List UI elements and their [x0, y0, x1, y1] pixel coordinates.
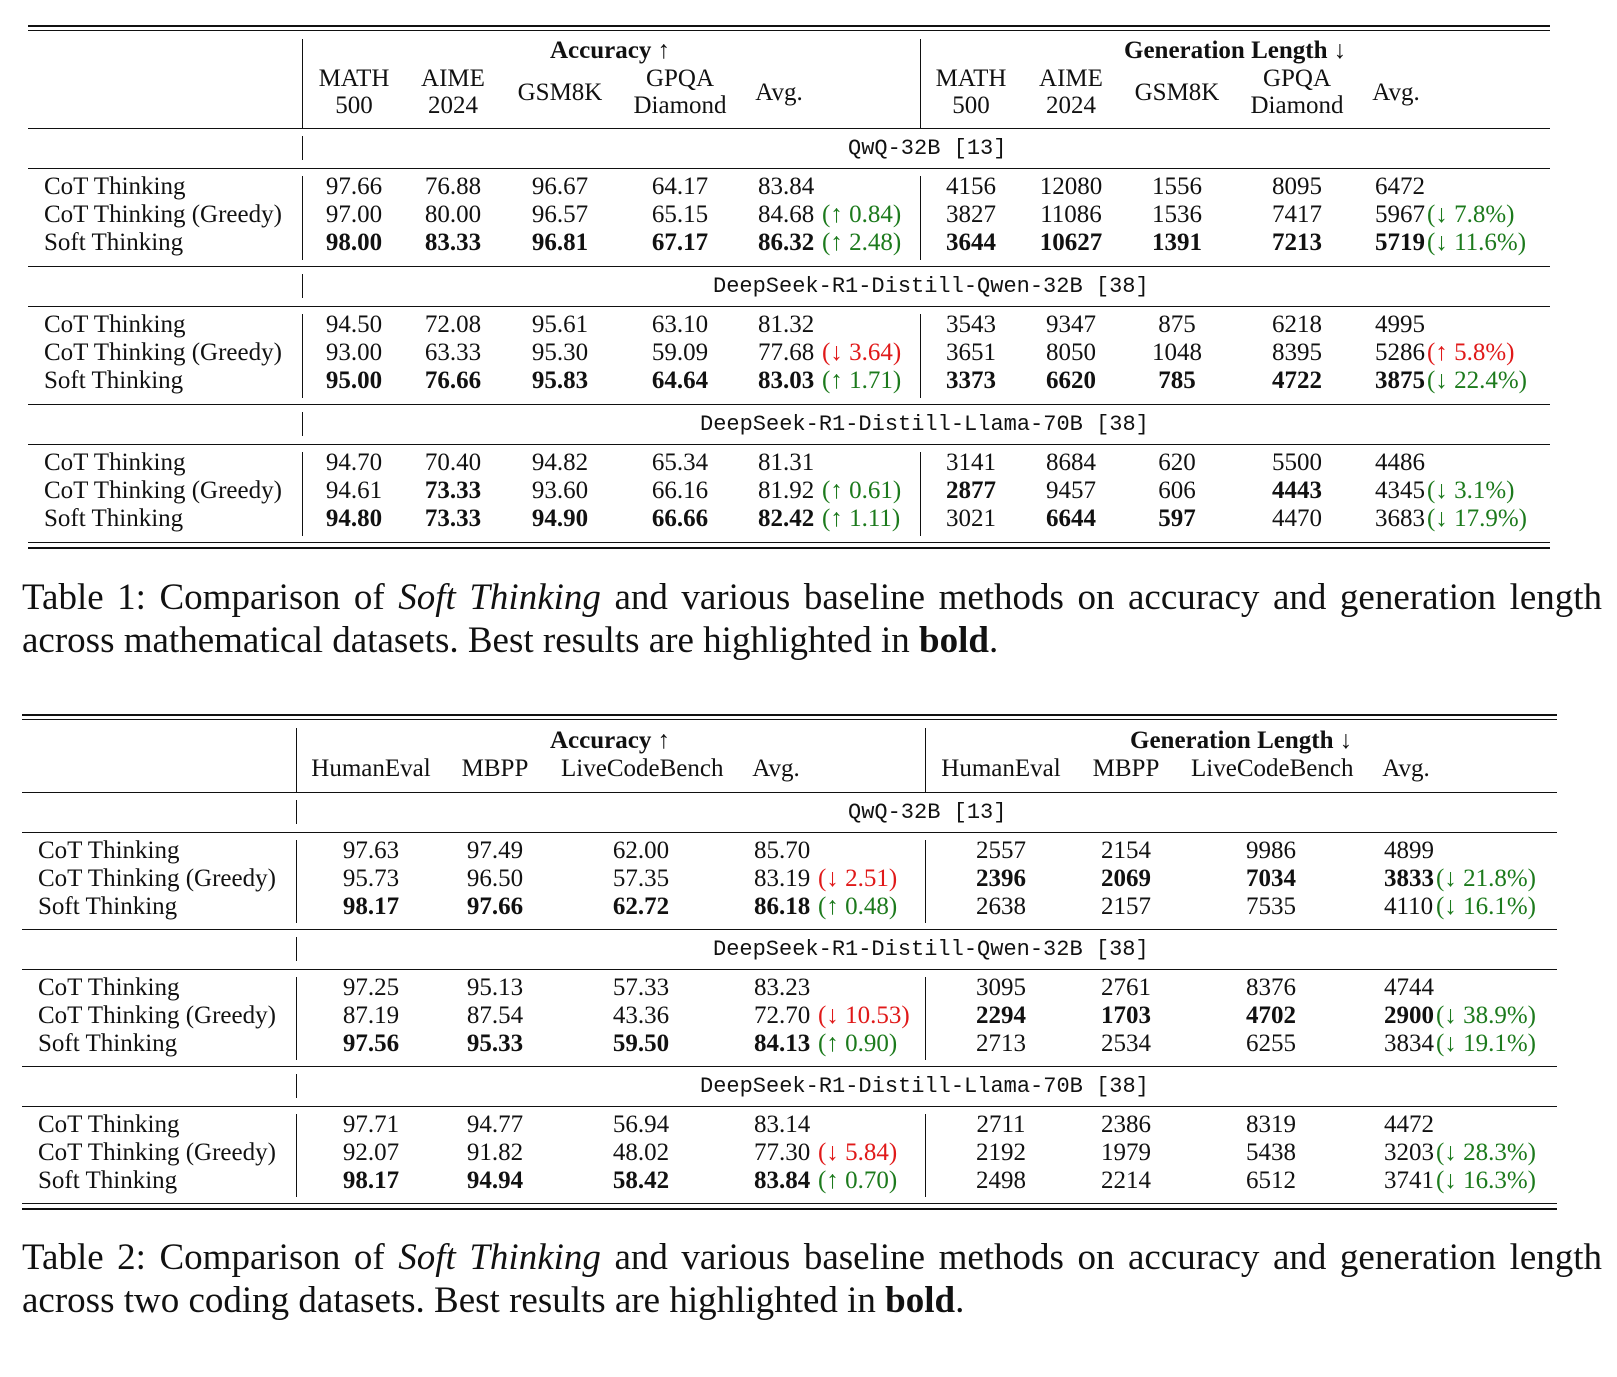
length-value: 2534	[1101, 1030, 1151, 1057]
length-value: 875	[1158, 311, 1196, 338]
length-value: 3203	[1384, 1139, 1434, 1166]
length-value: 2498	[976, 1167, 1026, 1194]
length-value: 8395	[1272, 339, 1322, 366]
accuracy-value: 96.57	[531, 201, 589, 228]
accuracy-value: 83.33	[424, 229, 482, 256]
accuracy-header: Accuracy ↑	[550, 727, 671, 754]
delta-value: (↓ 11.6%)	[1427, 229, 1527, 256]
caption-italic: Soft Thinking	[398, 1237, 601, 1278]
accuracy-value: 94.94	[466, 1167, 524, 1194]
model-name: DeepSeek-R1-Distill-Llama-70B [38]	[700, 412, 1149, 437]
accuracy-value: 80.00	[424, 201, 482, 228]
column-divider	[925, 840, 926, 923]
accuracy-value: 65.34	[651, 449, 709, 476]
accuracy-value: 96.81	[531, 229, 589, 256]
accuracy-value: 66.16	[651, 477, 709, 504]
length-value: 6255	[1246, 1030, 1296, 1057]
accuracy-value: 84.13	[754, 1030, 811, 1057]
bottom-rule	[22, 1208, 1557, 1210]
accuracy-value: 72.70	[754, 1002, 811, 1029]
method-label: CoT Thinking	[44, 173, 186, 200]
length-value: 4345	[1375, 477, 1425, 504]
accuracy-header: Accuracy ↑	[550, 37, 671, 64]
length-value: 5500	[1272, 449, 1322, 476]
accuracy-value: 92.07	[342, 1139, 400, 1166]
length-value: 785	[1158, 367, 1196, 394]
length-value: 8684	[1046, 449, 1096, 476]
length-value: 7034	[1246, 865, 1296, 892]
length-value: 2711	[976, 1111, 1026, 1138]
length-value: 6218	[1272, 311, 1322, 338]
delta-value: (↓ 7.8%)	[1427, 201, 1515, 228]
accuracy-value: 95.00	[325, 367, 383, 394]
length-value: 12080	[1039, 173, 1103, 200]
length-value: 7417	[1272, 201, 1322, 228]
accuracy-value: 82.42	[758, 505, 815, 532]
caption-italic: Soft Thinking	[398, 577, 601, 618]
column-divider	[296, 1074, 297, 1098]
length-value: 3021	[946, 505, 996, 532]
column-header-line: 500	[952, 92, 990, 119]
accuracy-value: 94.61	[325, 477, 383, 504]
length-value: 3827	[946, 201, 996, 228]
column-divider	[296, 937, 297, 961]
length-value: 1391	[1152, 229, 1202, 256]
accuracy-value: 85.70	[754, 837, 811, 864]
accuracy-value: 97.00	[325, 201, 383, 228]
delta-value: (↓ 17.9%)	[1427, 505, 1527, 532]
accuracy-value: 94.90	[531, 505, 589, 532]
length-value: 3373	[946, 367, 996, 394]
length-value: 7213	[1272, 229, 1322, 256]
model-name: DeepSeek-R1-Distill-Qwen-32B [38]	[713, 274, 1149, 299]
delta-value: (↓ 38.9%)	[1436, 1002, 1536, 1029]
accuracy-value: 83.14	[754, 1111, 811, 1138]
column-divider	[296, 800, 297, 824]
accuracy-value: 63.33	[424, 339, 482, 366]
method-label: CoT Thinking	[44, 449, 186, 476]
length-value: 6644	[1046, 505, 1096, 532]
section-rule	[22, 1106, 1557, 1107]
length-value: 4899	[1384, 837, 1434, 864]
length-value: 4722	[1272, 367, 1322, 394]
caption-text: Comparison of	[159, 1237, 385, 1278]
accuracy-value: 83.84	[754, 1167, 811, 1194]
accuracy-value: 95.13	[466, 974, 524, 1001]
accuracy-value: 70.40	[424, 449, 482, 476]
length-value: 3833	[1384, 865, 1434, 892]
length-value: 1048	[1152, 339, 1202, 366]
column-header-line: Avg.	[1382, 755, 1430, 782]
accuracy-value: 97.66	[325, 173, 383, 200]
column-header-line: GSM8K	[1134, 79, 1220, 106]
method-label: Soft Thinking	[44, 229, 184, 256]
length-value: 2157	[1101, 893, 1151, 920]
length-value: 6620	[1046, 367, 1096, 394]
length-value: 8319	[1246, 1111, 1296, 1138]
accuracy-value: 77.68	[758, 339, 815, 366]
method-label: CoT Thinking	[38, 837, 180, 864]
accuracy-value: 64.17	[651, 173, 709, 200]
table-1-caption	[22, 576, 1602, 662]
accuracy-value: 77.30	[754, 1139, 811, 1166]
method-label: Soft Thinking	[38, 1030, 178, 1057]
length-value: 4486	[1375, 449, 1425, 476]
method-label: CoT Thinking (Greedy)	[44, 201, 282, 228]
method-label: CoT Thinking (Greedy)	[44, 339, 282, 366]
column-header-line: Avg.	[755, 79, 803, 106]
length-value: 2154	[1101, 837, 1151, 864]
length-value: 3651	[946, 339, 996, 366]
delta-value: (↓ 16.1%)	[1436, 893, 1536, 920]
length-value: 5719	[1375, 229, 1425, 256]
method-label: CoT Thinking (Greedy)	[44, 477, 282, 504]
accuracy-value: 56.94	[612, 1111, 670, 1138]
length-value: 6512	[1246, 1167, 1296, 1194]
column-divider	[296, 728, 297, 792]
header-rule	[22, 792, 1557, 793]
length-value: 2069	[1101, 865, 1151, 892]
accuracy-value: 84.68	[758, 201, 815, 228]
accuracy-value: 43.36	[612, 1002, 670, 1029]
column-header-line: MATH	[318, 65, 390, 92]
length-value: 3834	[1384, 1030, 1434, 1057]
accuracy-value: 95.73	[342, 865, 400, 892]
accuracy-value: 87.54	[466, 1002, 524, 1029]
accuracy-value: 76.66	[424, 367, 482, 394]
section-rule	[22, 969, 1557, 970]
length-value: 1703	[1101, 1002, 1151, 1029]
length-value: 10627	[1039, 229, 1103, 256]
delta-value: (↓ 2.51)	[818, 865, 898, 892]
accuracy-value: 87.19	[342, 1002, 400, 1029]
accuracy-value: 93.60	[531, 477, 589, 504]
column-header-line: 2024	[428, 92, 478, 119]
length-value: 2214	[1101, 1167, 1151, 1194]
column-header-line: 500	[335, 92, 373, 119]
length-value: 4470	[1272, 505, 1322, 532]
caption-bold: bold	[919, 620, 989, 661]
accuracy-value: 63.10	[651, 311, 709, 338]
column-header-line: LiveCodeBench	[1191, 755, 1354, 782]
length-value: 3644	[946, 229, 996, 256]
bottom-rule	[22, 1203, 1557, 1204]
column-header	[415, 755, 575, 782]
accuracy-value: 95.61	[531, 311, 589, 338]
length-value: 4110	[1384, 893, 1434, 920]
accuracy-value: 97.49	[466, 837, 524, 864]
accuracy-value: 81.31	[758, 449, 815, 476]
length-value: 1536	[1152, 201, 1202, 228]
accuracy-value: 81.92	[758, 477, 815, 504]
length-value: 9457	[1046, 477, 1096, 504]
length-value: 2396	[976, 865, 1026, 892]
accuracy-value: 59.50	[612, 1030, 670, 1057]
length-value: 9986	[1246, 837, 1296, 864]
accuracy-value: 97.25	[342, 974, 400, 1001]
method-label: Soft Thinking	[44, 367, 184, 394]
column-header-line: MATH	[935, 65, 1007, 92]
column-divider	[296, 840, 297, 923]
accuracy-value: 94.50	[325, 311, 383, 338]
length-value: 6472	[1375, 173, 1425, 200]
length-value: 7535	[1246, 893, 1296, 920]
column-header-line: GPQA	[1262, 65, 1332, 92]
length-value: 3875	[1375, 367, 1425, 394]
caption-text: and various baseline methods on accuracy and generation length across mathematical datasets. Best results are highlighted in	[22, 577, 1603, 661]
accuracy-value: 95.33	[466, 1030, 524, 1057]
column-header-line: Diamond	[1250, 92, 1344, 119]
caption-text: Comparison of	[159, 577, 385, 618]
accuracy-value: 65.15	[651, 201, 709, 228]
accuracy-value: 95.83	[531, 367, 589, 394]
accuracy-value: 64.64	[651, 367, 709, 394]
length-value: 2192	[976, 1139, 1026, 1166]
section-rule	[22, 1066, 1557, 1067]
length-value: 2557	[976, 837, 1026, 864]
column-header-line: MBPP	[1092, 755, 1160, 782]
length-value: 2900	[1384, 1002, 1434, 1029]
accuracy-value: 96.67	[531, 173, 589, 200]
length-value: 1979	[1101, 1139, 1151, 1166]
accuracy-value: 94.77	[466, 1111, 524, 1138]
column-header-line: Avg.	[1372, 79, 1420, 106]
method-label: CoT Thinking	[38, 1111, 180, 1138]
accuracy-value: 86.18	[754, 893, 811, 920]
model-name: DeepSeek-R1-Distill-Qwen-32B [38]	[713, 937, 1149, 962]
length-value: 3741	[1384, 1167, 1434, 1194]
accuracy-value: 94.82	[531, 449, 589, 476]
length-value: 3683	[1375, 505, 1425, 532]
delta-value: (↓ 3.1%)	[1427, 477, 1515, 504]
accuracy-value: 72.08	[424, 311, 482, 338]
accuracy-value: 93.00	[325, 339, 383, 366]
column-divider	[296, 977, 297, 1060]
length-value: 2877	[946, 477, 996, 504]
accuracy-value: 57.35	[612, 865, 670, 892]
column-header-line: LiveCodeBench	[561, 755, 724, 782]
length-value: 8376	[1246, 974, 1296, 1001]
column-header-line: AIME	[421, 65, 485, 92]
caption-text: and various baseline methods on accuracy and generation length across two coding datasets. Best results are highlighted in	[22, 1237, 1603, 1321]
column-header-line: GPQA	[645, 65, 715, 92]
accuracy-value: 83.84	[758, 173, 815, 200]
model-name: QwQ-32B [13]	[848, 800, 1007, 825]
delta-value: (↓ 28.3%)	[1436, 1139, 1536, 1166]
section-rule	[22, 832, 1557, 833]
accuracy-value: 83.23	[754, 974, 811, 1001]
accuracy-value: 98.17	[342, 893, 400, 920]
column-header-line: AIME	[1039, 65, 1103, 92]
caption-label: Table 2:	[22, 1237, 146, 1278]
accuracy-value: 97.71	[342, 1111, 400, 1138]
accuracy-value: 62.72	[612, 893, 670, 920]
length-value: 5438	[1246, 1139, 1296, 1166]
model-name: QwQ-32B [13]	[848, 136, 1007, 161]
accuracy-value: 57.33	[612, 974, 670, 1001]
delta-value: (↑ 1.71)	[822, 367, 902, 394]
method-label: CoT Thinking	[38, 974, 180, 1001]
accuracy-value: 73.33	[424, 477, 482, 504]
accuracy-value: 96.50	[466, 865, 524, 892]
length-value: 4443	[1272, 477, 1322, 504]
caption-label: Table 1:	[22, 577, 146, 618]
accuracy-value: 73.33	[424, 505, 482, 532]
length-value: 9347	[1046, 311, 1096, 338]
accuracy-value: 97.66	[466, 893, 524, 920]
accuracy-value: 83.03	[758, 367, 815, 394]
length-value: 2761	[1101, 974, 1151, 1001]
accuracy-value: 95.30	[531, 339, 589, 366]
table-2-caption	[22, 1236, 1602, 1322]
method-label: CoT Thinking (Greedy)	[38, 1002, 276, 1029]
accuracy-value: 97.63	[342, 837, 400, 864]
accuracy-value: 97.56	[342, 1030, 400, 1057]
model-name: DeepSeek-R1-Distill-Llama-70B [38]	[700, 1074, 1149, 1099]
method-label: Soft Thinking	[44, 505, 184, 532]
delta-value: (↑ 1.11)	[822, 505, 901, 532]
length-value: 8050	[1046, 339, 1096, 366]
section-rule	[22, 929, 1557, 930]
delta-value: (↑ 2.48)	[822, 229, 902, 256]
delta-value: (↑ 5.8%)	[1427, 339, 1515, 366]
column-header-line: GSM8K	[517, 79, 603, 106]
length-value: 8095	[1272, 173, 1322, 200]
length-value: 3141	[946, 449, 996, 476]
delta-value: (↓ 5.84)	[818, 1139, 898, 1166]
length-value: 606	[1158, 477, 1196, 504]
column-header	[1046, 755, 1206, 782]
length-value: 4156	[946, 173, 996, 200]
length-value: 5967	[1375, 201, 1425, 228]
delta-value: (↑ 0.84)	[822, 201, 902, 228]
column-header-line: HumanEval	[941, 755, 1061, 782]
length-value: 2638	[976, 893, 1026, 920]
method-label: CoT Thinking (Greedy)	[38, 1139, 276, 1166]
length-value: 4702	[1246, 1002, 1296, 1029]
generation-length-header: Generation Length ↓	[1130, 727, 1353, 754]
caption-end: .	[988, 620, 999, 661]
accuracy-value: 94.70	[325, 449, 383, 476]
accuracy-value: 67.17	[651, 229, 709, 256]
top-rule	[22, 714, 1557, 716]
accuracy-value: 76.88	[424, 173, 482, 200]
length-value: 4995	[1375, 311, 1425, 338]
accuracy-value: 62.00	[612, 837, 670, 864]
delta-value: (↓ 19.1%)	[1436, 1030, 1536, 1057]
column-header-line: HumanEval	[311, 755, 431, 782]
length-value: 3095	[976, 974, 1026, 1001]
method-label: Soft Thinking	[38, 893, 178, 920]
accuracy-value: 86.32	[758, 229, 815, 256]
column-header	[696, 755, 856, 782]
delta-value: (↓ 10.53)	[818, 1002, 910, 1029]
length-value: 1556	[1152, 173, 1202, 200]
accuracy-value: 48.02	[612, 1139, 670, 1166]
column-header-line: MBPP	[461, 755, 529, 782]
length-value: 597	[1158, 505, 1196, 532]
delta-value: (↓ 21.8%)	[1436, 865, 1536, 892]
delta-value: (↓ 16.3%)	[1436, 1167, 1536, 1194]
length-value: 2294	[976, 1002, 1026, 1029]
delta-value: (↑ 0.61)	[822, 477, 902, 504]
length-value: 620	[1158, 449, 1196, 476]
method-label: CoT Thinking (Greedy)	[38, 865, 276, 892]
delta-value: (↓ 22.4%)	[1427, 367, 1527, 394]
column-divider	[925, 728, 926, 792]
method-label: CoT Thinking	[44, 311, 186, 338]
accuracy-value: 59.09	[651, 339, 709, 366]
length-value: 2713	[976, 1030, 1026, 1057]
length-value: 5286	[1375, 339, 1425, 366]
length-value: 4472	[1384, 1111, 1434, 1138]
accuracy-value: 94.80	[325, 505, 383, 532]
column-divider	[925, 1114, 926, 1197]
accuracy-value: 58.42	[612, 1167, 670, 1194]
method-label: Soft Thinking	[38, 1167, 178, 1194]
accuracy-value: 81.32	[758, 311, 815, 338]
length-value: 3543	[946, 311, 996, 338]
top-rule	[22, 719, 1557, 720]
accuracy-value: 83.19	[754, 865, 811, 892]
column-header-line: 2024	[1046, 92, 1096, 119]
length-value: 4744	[1384, 974, 1434, 1001]
accuracy-value: 66.66	[651, 505, 709, 532]
accuracy-value: 98.17	[342, 1167, 400, 1194]
caption-end: .	[955, 1280, 965, 1321]
column-header-line: Diamond	[633, 92, 727, 119]
delta-value: (↓ 3.64)	[822, 339, 902, 366]
accuracy-value: 98.00	[325, 229, 383, 256]
column-header	[1326, 755, 1486, 782]
length-value: 11086	[1040, 201, 1102, 228]
generation-length-header: Generation Length ↓	[1124, 37, 1347, 64]
delta-value: (↑ 0.90)	[818, 1030, 898, 1057]
caption-bold: bold	[885, 1280, 956, 1321]
delta-value: (↑ 0.70)	[818, 1167, 898, 1194]
column-divider	[296, 1114, 297, 1197]
column-divider	[925, 977, 926, 1060]
length-value: 2386	[1101, 1111, 1151, 1138]
column-header-line: Avg.	[752, 755, 800, 782]
delta-value: (↑ 0.48)	[818, 893, 898, 920]
accuracy-value: 91.82	[466, 1139, 524, 1166]
